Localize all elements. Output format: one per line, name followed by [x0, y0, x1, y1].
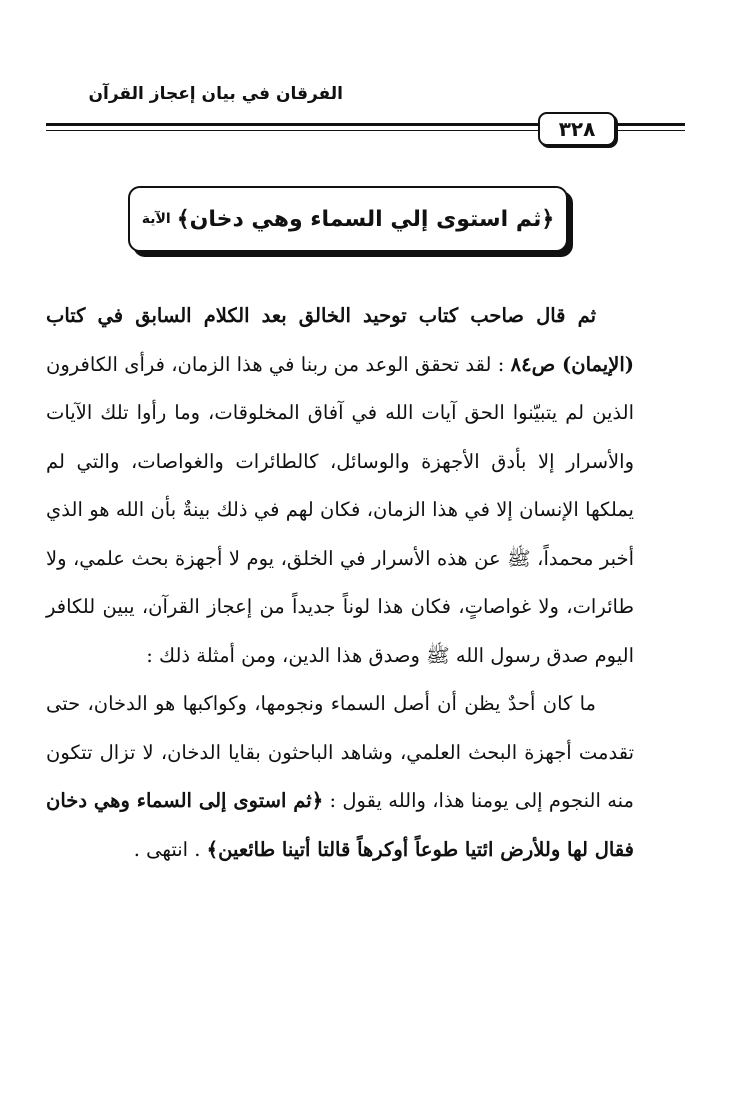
paragraph-1-text: : لقد تحقق الوعد من ربنا في هذا الزمان، فرأى الكافرون الذين لم يتبيّنوا الحق آيات الله في آفاق المخلوقات، وما رأوا تلك الآيات والأسرار إلا بأدق الأجهزة والوسائل، كالطائرات والغواصات، والتي لم يملكها الإنسان إلا في هذا الزمان، فكان لهم في ذلك بينةٌ بأن الله هو الذي أخبر محمداً، ﷺ عن هذه الأسرار في الخلق، يوم لا أجهزة بحث علمي، ولا طائرات، ولا غواصاتٍ، فكان هذا لوناً جديداً من إعجاز القرآن، يبين للكافر اليوم صدق رسول الله ﷺ وصدق هذا الدين، ومن أمثلة ذلك : [46, 352, 634, 667]
section-heading-suffix: الآية [141, 211, 171, 227]
paragraph-1-lead: ثم قال صاحب كتاب توحيد الخالق بعد الكلام السابق في كتاب [46, 304, 596, 327]
section-heading-box [128, 186, 568, 252]
book-title: الفرقان في بيان إعجاز القرآن [88, 84, 343, 104]
book-reference: (الإيمان) ص٨٤ [510, 352, 634, 376]
paragraph-2 [46, 680, 634, 874]
running-header [0, 84, 731, 116]
body-text [46, 292, 634, 874]
paragraph-1 [46, 292, 634, 680]
page-number: ٣٢٨ [538, 112, 616, 146]
paragraph-2-text: ما كان أحدٌ يظن أن أصل السماء ونجومها، وكواكبها هو الدخان، حتى تقدمت أجهزة البحث العلمي، وشاهد الباحثون بقايا الدخان، لا تزال تتكون منه النجوم إلى يومنا هذا، والله يقول : [46, 692, 634, 812]
section-heading [130, 188, 566, 250]
section-heading-verse: ﴿ثم استوى إلي السماء وهي دخان﴾ [176, 206, 555, 232]
quran-verse: ﴿ثم استوى إلى السماء وهي دخان فقال لها وللأرض ائتيا طوعاً أوكرهاً قالتا أتينا طائعين﴾ [46, 789, 634, 861]
paragraph-2-end: . انتهى . [133, 837, 207, 861]
